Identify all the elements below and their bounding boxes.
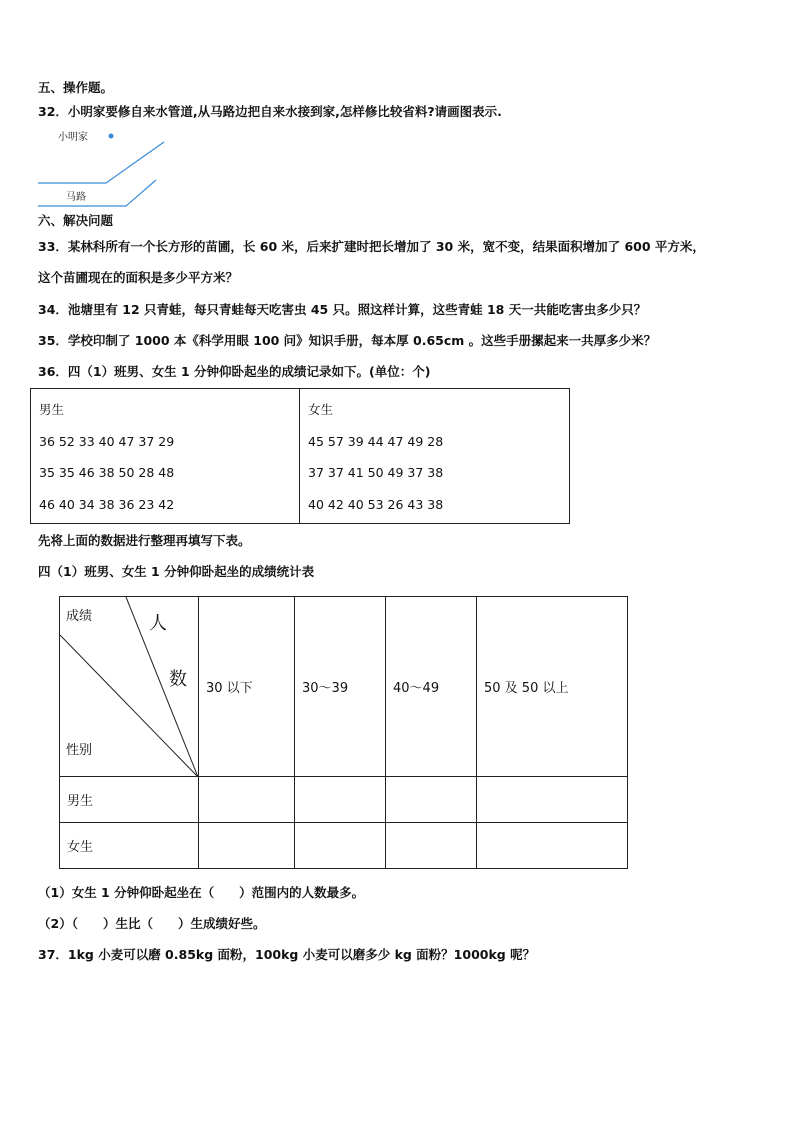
- road-diagram: [36, 128, 176, 208]
- question-36: 36．四（1）班男、女生 1 分钟仰卧起坐的成绩记录如下。(单位：个): [38, 364, 431, 379]
- section-five-title: 五、操作题。: [38, 80, 114, 95]
- question-35: 35．学校印制了 1000 本《科学用眼 100 问》知识手册，每本厚 0.65cm 。这些手册摞起来一共厚多少米？: [38, 333, 657, 348]
- girls-row: 40 42 40 53 26 43 38: [308, 496, 444, 512]
- answer-cell[interactable]: [295, 777, 386, 823]
- range-header: 50 及 50 以上: [477, 597, 628, 777]
- answer-cell[interactable]: [199, 823, 295, 869]
- raw-data-table: [30, 388, 570, 524]
- boys-row: 46 40 34 38 36 23 42: [39, 496, 175, 512]
- girls-column: [300, 389, 570, 524]
- answer-cell[interactable]: [477, 777, 628, 823]
- girls-row: 37 37 41 50 49 37 38: [308, 465, 444, 480]
- stats-table-title: 四（1）班男、女生 1 分钟仰卧起坐的成绩统计表: [38, 564, 315, 579]
- corner-gender-label: 性别: [66, 743, 93, 758]
- corner-score-label: 成绩: [66, 609, 93, 624]
- road-label: 马路: [66, 192, 86, 203]
- subquestion-1: （1）女生 1 分钟仰卧起坐在（ ）范围内的人数最多。: [38, 885, 365, 900]
- corner-cell: [60, 597, 199, 777]
- boys-header: 男生: [39, 402, 65, 417]
- corner-shu-label: 数: [169, 669, 187, 690]
- question-37: 37．1kg 小麦可以磨 0.85kg 面粉，100kg 小麦可以磨多少 kg 面粉？1000kg 呢？: [38, 947, 536, 962]
- question-33-line2: 这个苗圃现在的面积是多少平方米？: [38, 270, 239, 285]
- answer-cell[interactable]: [386, 823, 477, 869]
- range-header: 30 以下: [199, 597, 295, 777]
- answer-cell[interactable]: [477, 823, 628, 869]
- answer-cell[interactable]: [295, 823, 386, 869]
- answer-cell[interactable]: [386, 777, 477, 823]
- stats-table: [59, 596, 628, 869]
- girls-header: 女生: [308, 402, 334, 417]
- question-33-line1: 33．某林科所有一个长方形的苗圃，长 60 米，后来扩建时把长增加了 30 米，宽不变，结果面积增加了 600 平方米，: [38, 239, 705, 254]
- instruction: 先将上面的数据进行整理再填写下表。: [38, 533, 251, 548]
- girls-row: 45 57 39 44 47 49 28: [308, 433, 444, 449]
- section-six-title: 六、解决问题: [38, 213, 114, 228]
- boys-row: 36 52 33 40 47 37 29: [39, 433, 175, 449]
- house-dot: [109, 134, 114, 139]
- range-header: 30～39: [295, 597, 386, 777]
- house-label: 小明家: [58, 132, 88, 143]
- range-header: 40～49: [386, 597, 477, 777]
- boys-row: 35 35 46 38 50 28 48: [39, 465, 175, 480]
- road-top-edge: [38, 142, 164, 183]
- corner-ren-label: 人: [149, 613, 167, 634]
- answer-cell[interactable]: [199, 777, 295, 823]
- subquestion-2: （2）（ ）生比（ ）生成绩好些。: [38, 916, 266, 931]
- row-label-girls: 女生: [60, 823, 199, 869]
- row-label-boys: 男生: [60, 777, 199, 823]
- road-bottom-edge: [38, 180, 156, 206]
- question-32: 32．小明家要修自来水管道,从马路边把自来水接到家,怎样修比较省料?请画图表示.: [38, 104, 502, 119]
- boys-column: [31, 389, 300, 524]
- question-34: 34．池塘里有 12 只青蛙，每只青蛙每天吃害虫 45 只。照这样计算，这些青蛙 18 天一共能吃害虫多少只？: [38, 302, 647, 317]
